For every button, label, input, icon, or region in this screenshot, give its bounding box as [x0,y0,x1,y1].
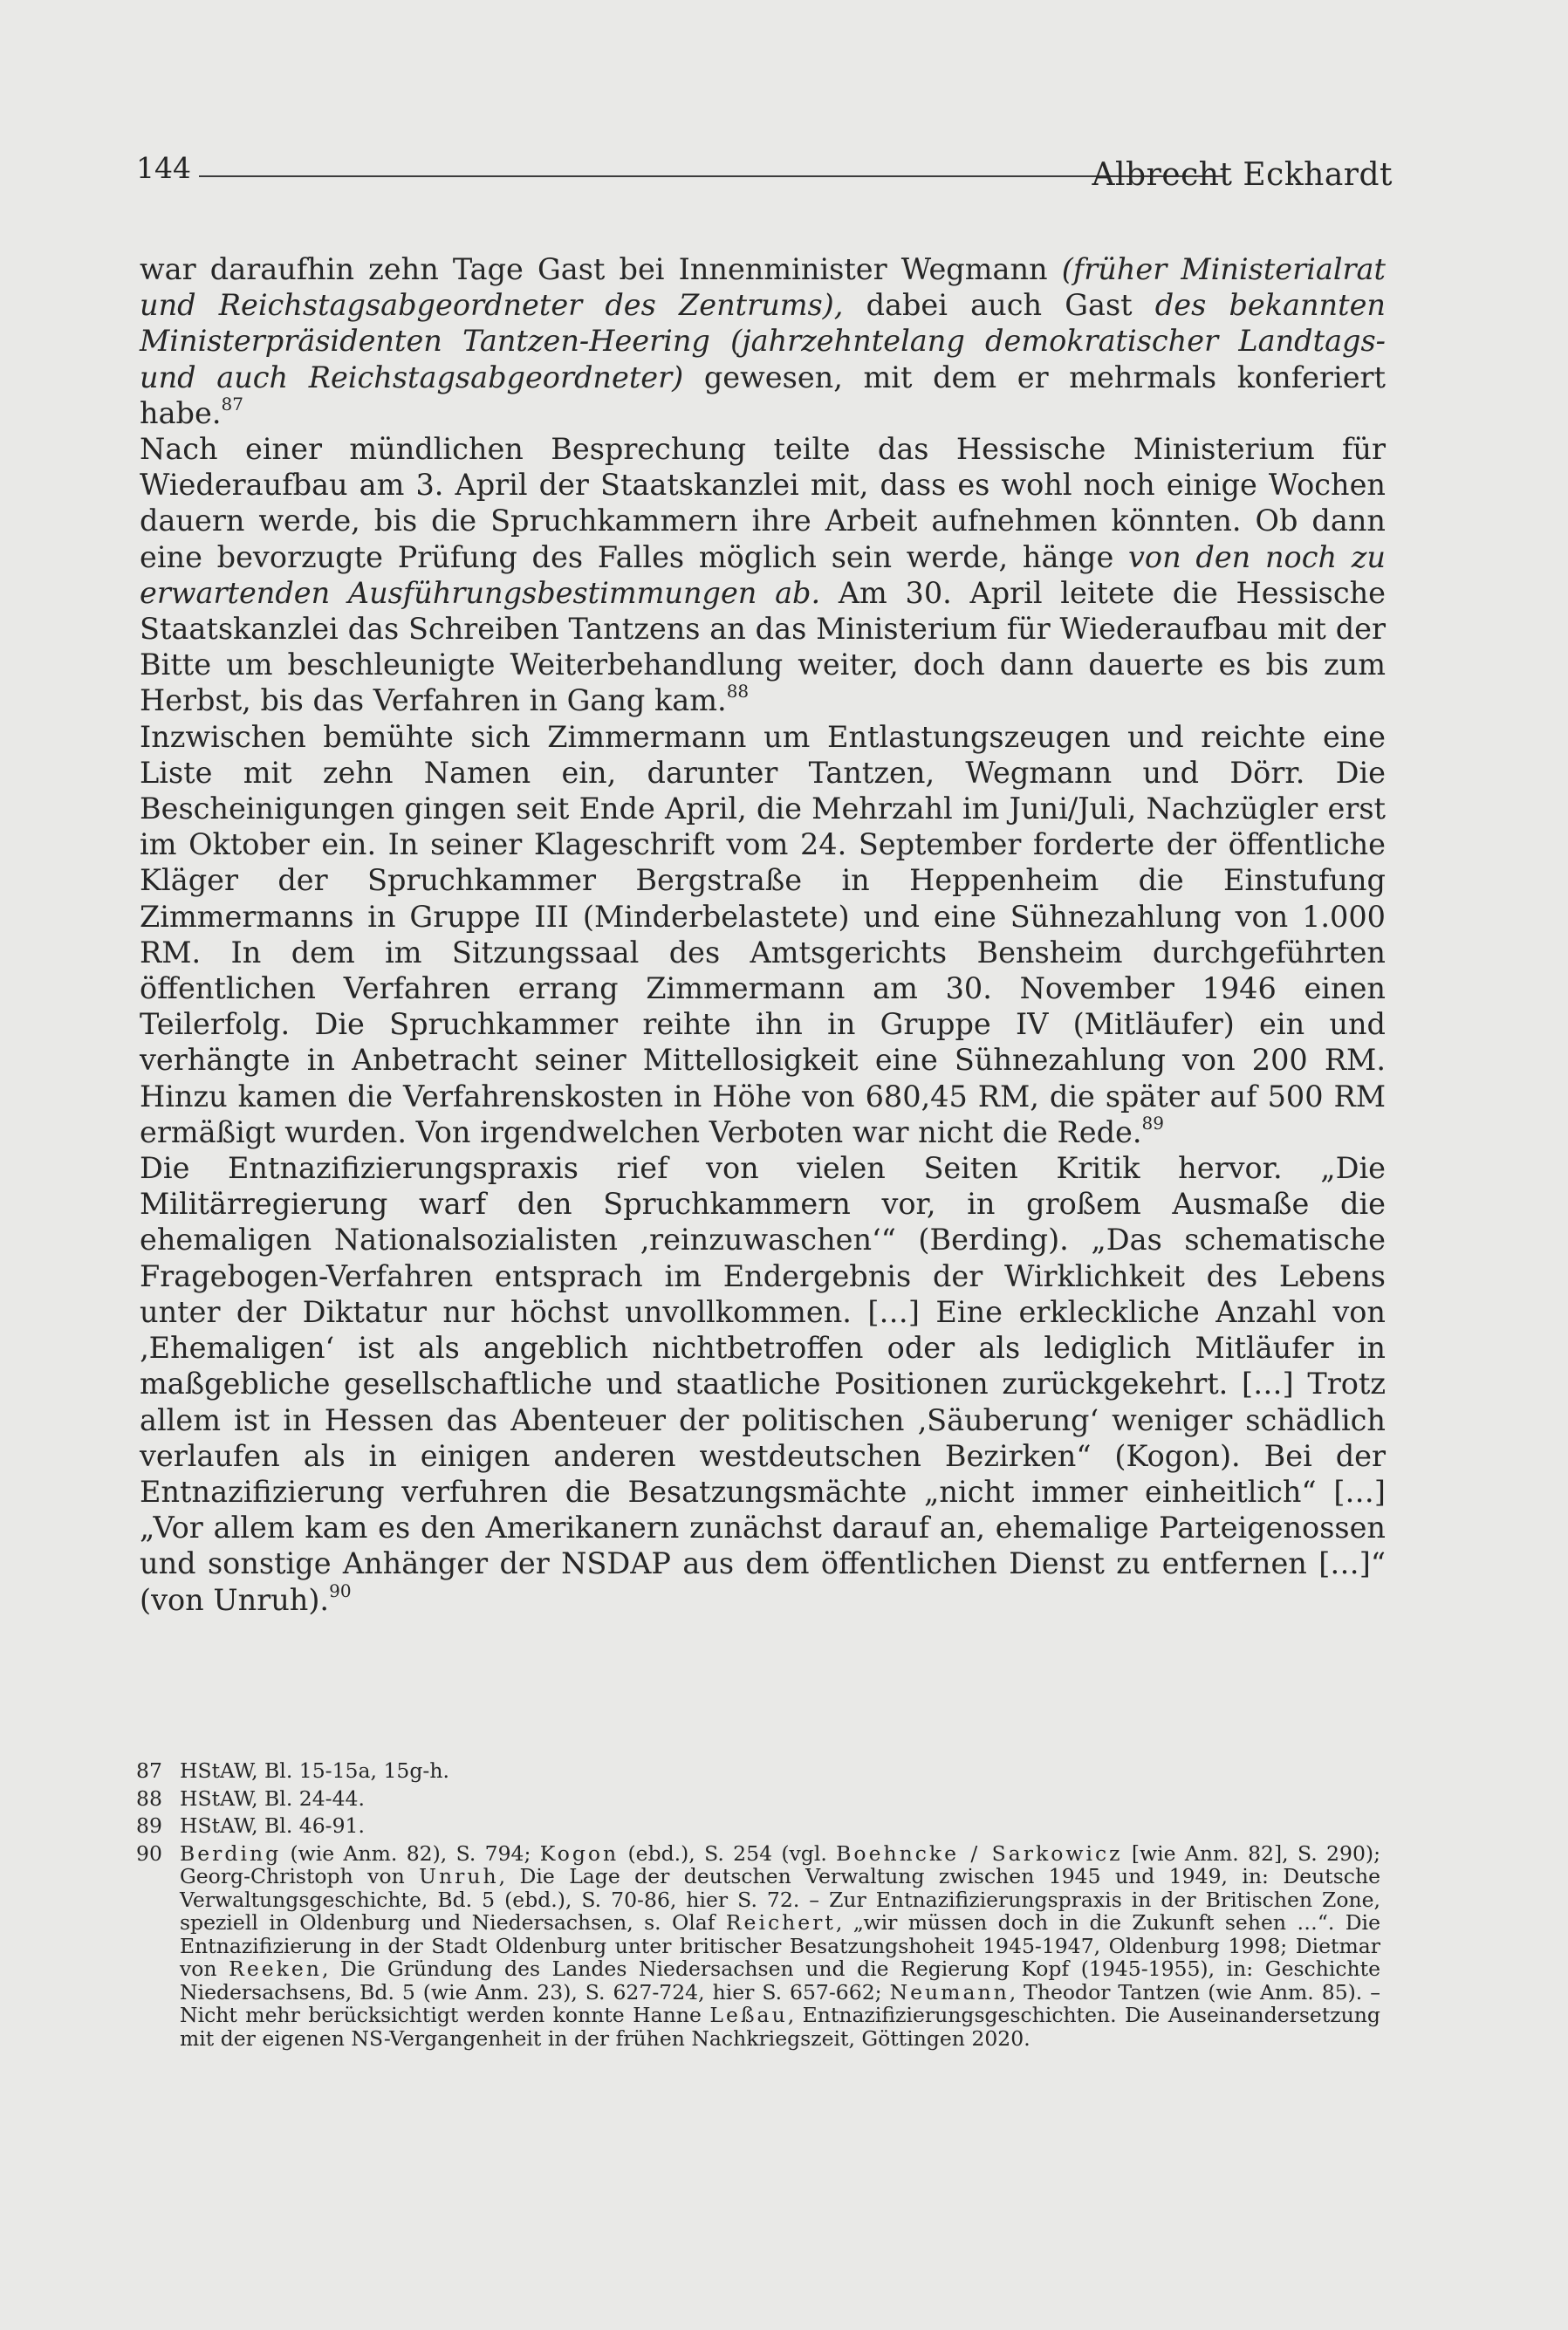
header-rule [199,175,1225,177]
footnote-90: 90 Berding (wie Anm. 82), S. 794; Kogon (ebd.), S. 254 (vgl. Boehncke / Sarkowicz [wie Anm. 82], S. 290); Georg-Christoph von Unruh, Die Lage der deutschen Verwaltung zwischen 1945 und 1949, in: Deutsche Verwaltungsgeschichte, Bd. 5 (ebd.), S. 70-86, hier S. 72. – Zur Entnazifizierungspraxis in der Britischen Zone, speziell in Oldenburg und Niedersachsen, s. Olaf Reichert, „wir müssen doch in die Zukunft sehen …“. Die Entnazifizierung in der Stadt Oldenburg unter britischer Besatzungshoheit 1945-1947, Oldenburg 1998; Dietmar von Reeken, Die Gründung des Landes Niedersachsen und die Regierung Kopf (1945-1955), in: Geschichte Niedersachsens, Bd. 5 (wie Anm. 23), S. 627-724, hier S. 657-662; Neumann, Theodor Tantzen (wie Anm. 85). – Nicht mehr berücksichtigt werden konnte Hanne Leßau, Entnazifizierungsgeschichten. Die Auseinandersetzung mit der eigenen NS-Vergangenheit in der frühen Nachkriegszeit, Göttingen 2020. [136,1840,1380,2051]
footnote-text: HStAW, Bl. 24-44. [180,1785,365,1811]
author-name: Unruh [419,1864,499,1888]
author-name: Leßau [709,2003,788,2027]
footnote-text: HStAW, Bl. 46-91. [180,1813,365,1838]
paragraph-1: war daraufhin zehn Tage Gast bei Innenminister Wegmann (früher Ministerialrat und Reichstagsabgeordneter des Zentrums), dabei auch Gast des bekannten Ministerpräsidenten Tantzen-Heering (jahrzehntelang demokratischer Landtags- und auch Reichstagsabgeordneter) gewesen, mit dem er mehrmals konferiert habe.$^{87}$ [140,252,1387,430]
footnote-number: 90 [136,1840,162,1866]
paragraph-3: Inzwischen bemühte sich Zimmermann um Entlastungszeugen und reichte eine Liste mit zehn Namen ein, darunter Tantzen, Wegmann und Dörr. Die Bescheinigungen gingen seit Ende April, die Mehrzahl im Juni/Juli, Nachzügler erst im Oktober ein. In seiner Klageschrift vom 24. September forderte der öffentliche Kläger der Spruchkammer Bergstraße in Heppenheim die Einstufung Zimmermanns in Gruppe III (Minderbelastete) und eine Sühnezahlung von 1.000 RM. In dem im Sitzungssaal des Amtsgerichts Bensheim durchgeführten öffentlichen Verfahren errang Zimmermann am 30. November 1946 einen Teilerfolg. Die Spruchkammer reihte ihn in Gruppe IV (Mitläufer) ein und verhängte in Anbetracht seiner Mittellosigkeit eine Sühnezahlung von 200 RM. Hinzu kamen die Verfahrenskosten in Höhe von 680,45 RM, die später auf 500 RM ermäßigt wurden. Von irgendwelchen Verboten war nicht die Rede.$^{89}$ [140,719,1386,1149]
main-text [140,251,1386,1618]
paragraph-2: Nach einer mündlichen Besprechung teilte das Hessische Ministerium für Wiederaufbau am 3. April der Staatskanzlei mit, dass es wohl noch einige Wochen dauern werde, bis die Spruchkammern ihre Arbeit aufnehmen könnten. Ob dann eine bevorzugte Prüfung des Falles möglich sein werde, hänge von den noch zu erwartenden Ausführungsbestimmungen ab. Am 30. April leitete die Hessische Staatskanzlei das Schreiben Tantzens an das Ministerium für Wiederaufbau mit der Bitte um beschleunigte Weiterbehandlung weiter, doch dann dauerte es bis zum Herbst, bis das Verfahren in Gang kam.$^{88}$ [140,432,1386,718]
footnote-number: 89 [136,1813,162,1838]
footnote-88 [136,1787,1380,1811]
author-name: Reichert [725,1910,836,1935]
footnote-89 [136,1814,1380,1838]
page-header [136,147,1393,193]
footnote-ref: 88 [726,681,750,702]
footnote-87 [136,1759,1380,1783]
author-name: Reeken [229,1957,322,1981]
author-name: Kogon [539,1840,620,1866]
paragraph-4: Die Entnazifizierungspraxis rief von vielen Seiten Kritik hervor. „Die Militärregierung warf den Spruchkammern vor, in großem Ausmaße die ehemaligen Nationalsozialisten ‚reinzuwaschen‘“ (Berding). „Das schematische Fragebogen-Verfahren entsprach im Endergebnis der Wirklichkeit des Lebens unter der Diktatur nur höchst unvollkommen. […] Eine erkleckliche Anzahl von ‚Ehemaligen‘ ist als angeblich nichtbetroffen oder als lediglich Mitläufer in maßgebliche gesellschaftliche und staatliche Positionen zurückgekehrt. […] Trotz allem ist in Hessen das Abenteuer der politischen ‚Säuberung‘ weniger schädlich verlaufen als in einigen anderen westdeutschen Bezirken“ (Kogon). Bei der Entnazifizierung verfuhren die Besatzungsmächte „nicht immer einheitlich“ […] „Vor allem kam es den Amerikanern zunächst darauf an, ehemalige Parteigenossen und sonstige Anhänger der NSDAP aus dem öffentlichen Dienst zu entfernen […]“ (von Unruh).$^{90}$ [140,1151,1386,1617]
footnote-ref: 90 [329,1580,352,1601]
author-name: Neumann [889,1979,1010,2004]
footnote-text: HStAW, Bl. 15-15a, 15g-h. [180,1758,449,1783]
author-name: Boehncke / Sarkowicz [836,1840,1123,1866]
footnote-number: 88 [136,1785,162,1811]
footnote-ref: 87 [221,393,243,415]
footnote-ref: 89 [1141,1112,1164,1134]
footnote-number: 87 [136,1758,162,1783]
page-number: 144 [136,151,191,185]
footnotes [136,1759,1380,2054]
running-head-author: Albrecht Eckhardt [1092,157,1393,193]
author-name: Berding [180,1840,282,1866]
